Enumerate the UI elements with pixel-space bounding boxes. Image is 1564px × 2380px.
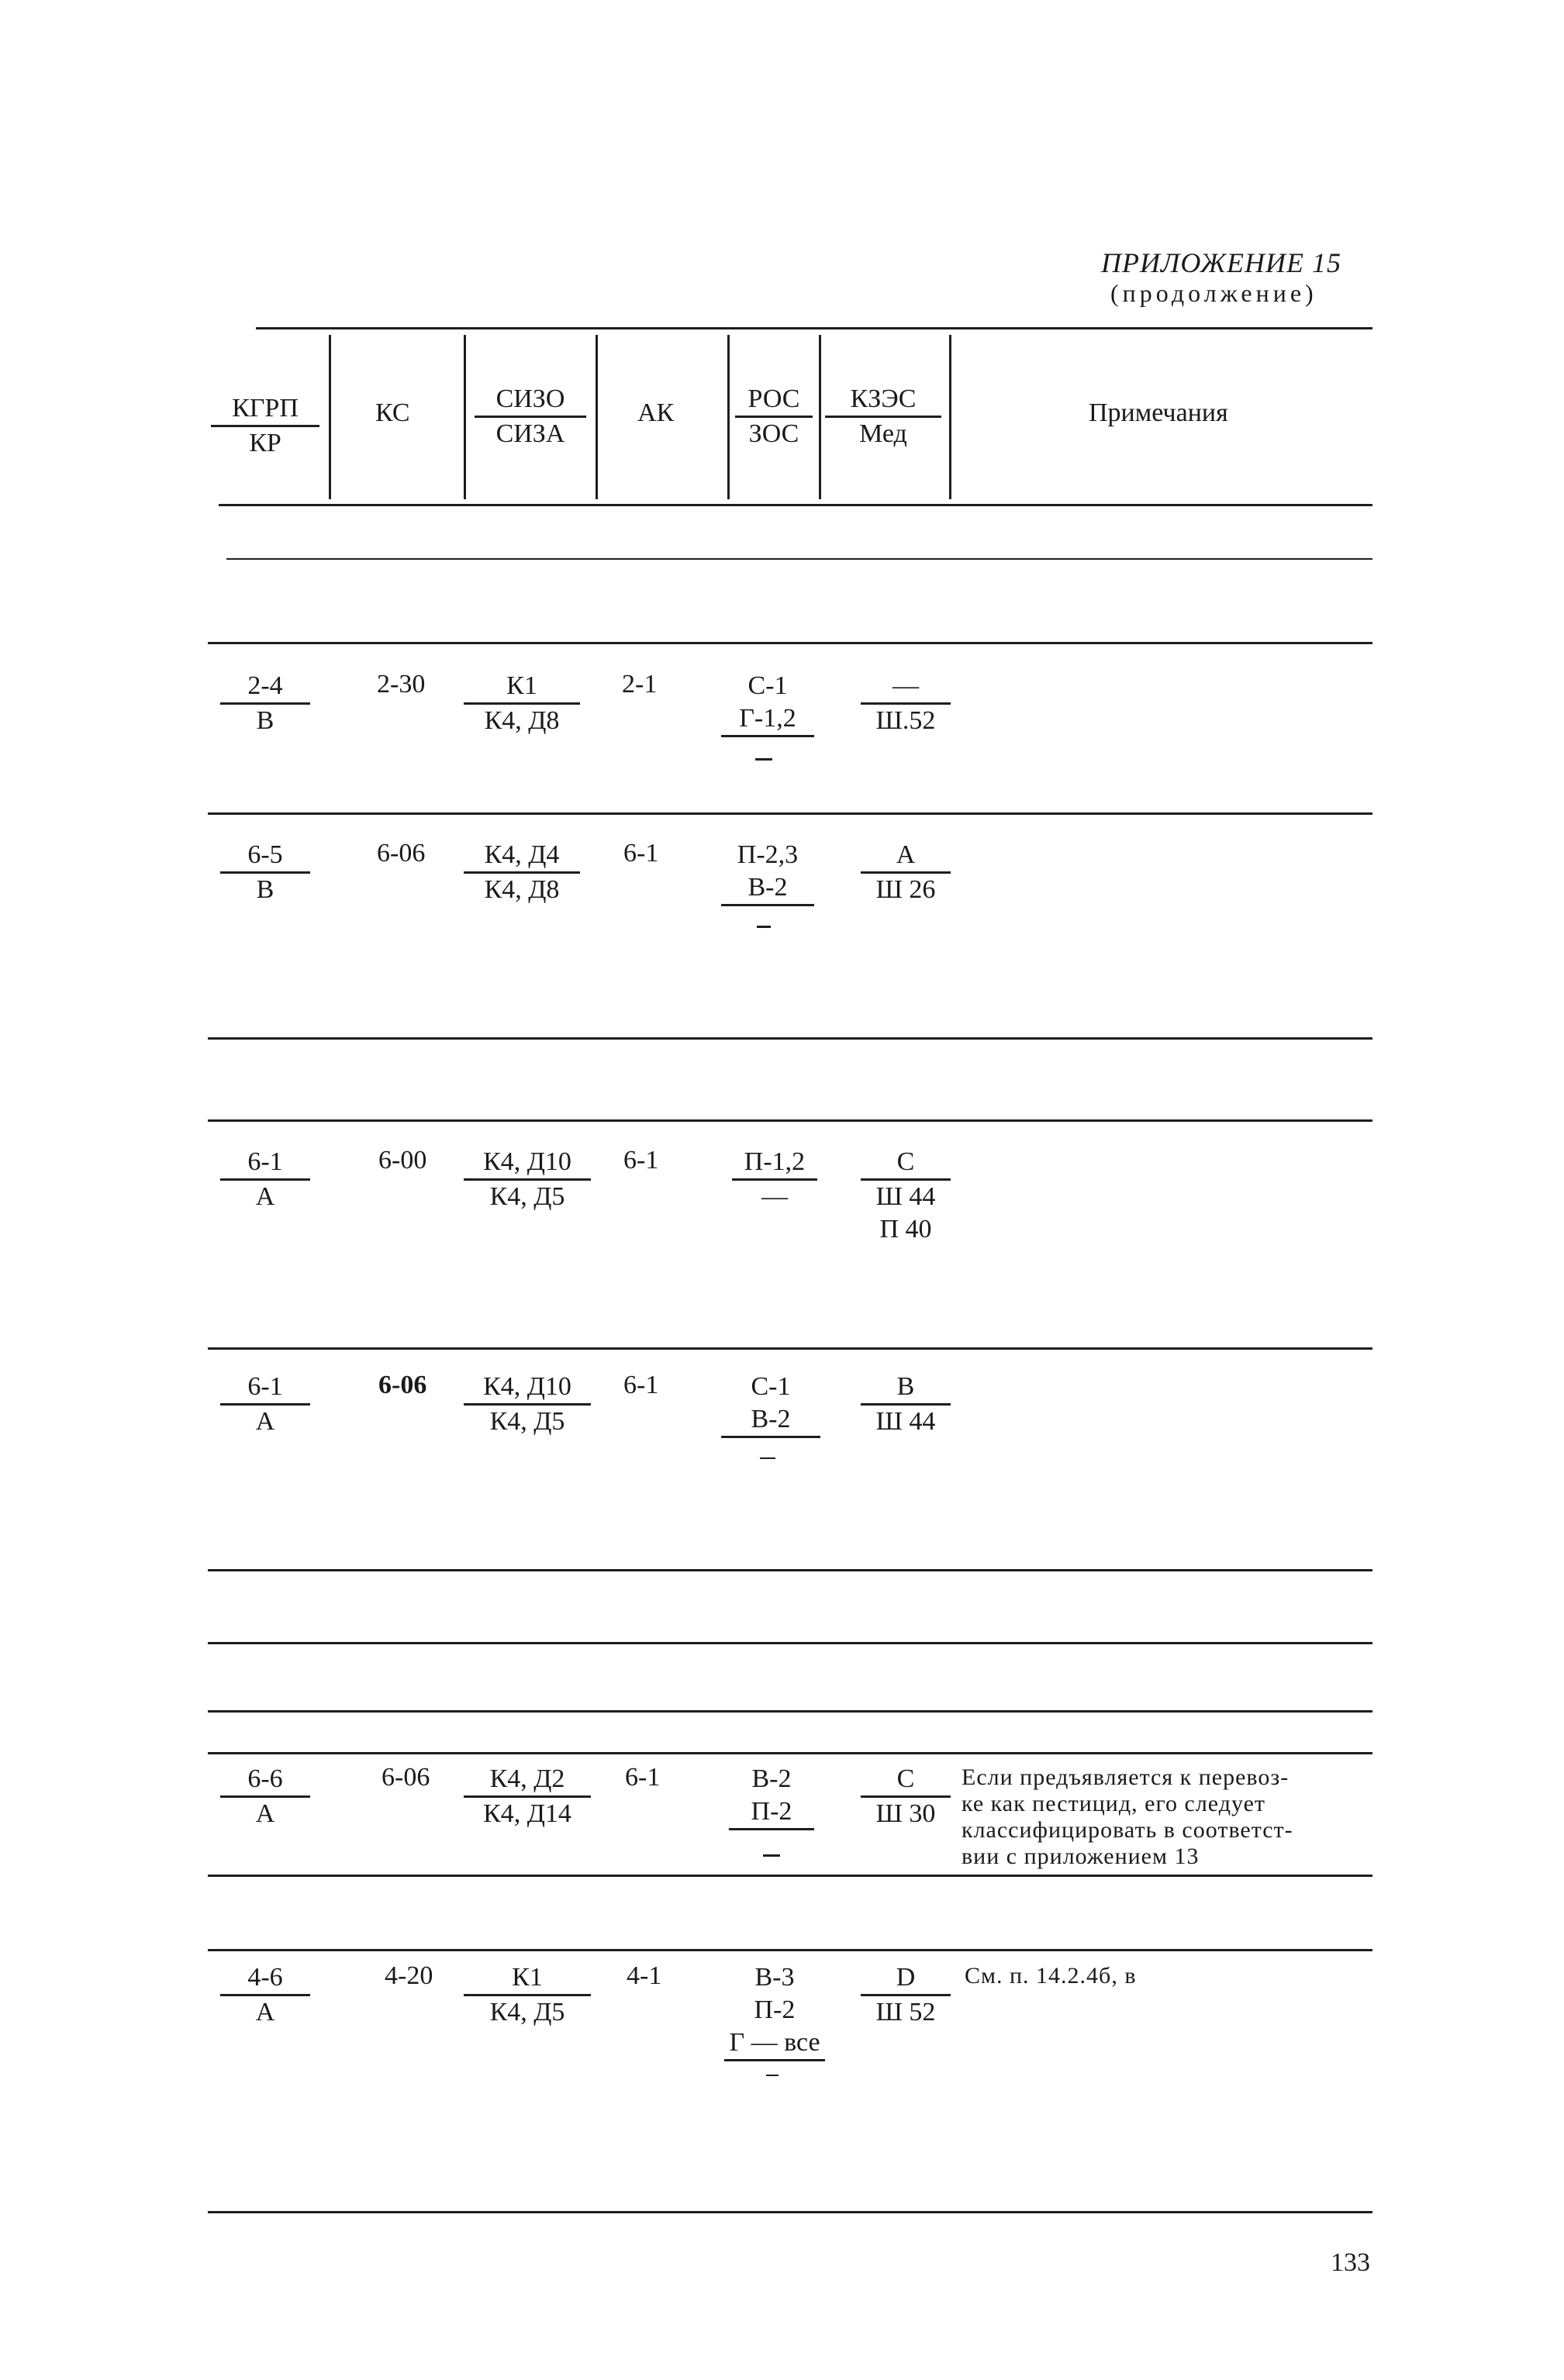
row-2-ros (721, 839, 814, 906)
row-5-ak: 6-1 (625, 1763, 661, 1792)
separator-rule (208, 1569, 1372, 1571)
row-2-ros-dash (757, 926, 771, 928)
row-1-ak: 2-1 (622, 670, 658, 698)
row-3-kzes (861, 1146, 951, 1246)
separator-rule (208, 1119, 1372, 1122)
row-4-kzes-bottom: Ш 44 (875, 1407, 936, 1436)
separator-rule (208, 1642, 1372, 1644)
row-4-krp-top: 6-1 (220, 1371, 310, 1406)
header-sizo-top: СИЗО (475, 383, 586, 418)
row-2-ks: 6-06 (377, 839, 426, 867)
row-5-krp-top: 6-6 (220, 1763, 310, 1798)
row-5-ks: 6-06 (382, 1763, 430, 1792)
row-6-ros (724, 1961, 825, 2061)
row-1-kzes-top: — (861, 670, 951, 705)
row-2-kzes-bottom: Ш 26 (875, 875, 936, 904)
row-3-kzes-extra: П 40 (879, 1215, 932, 1243)
header-notes: Примечания (1089, 398, 1228, 427)
row-1-kzes (861, 670, 951, 737)
row-1-krp (220, 670, 310, 737)
separator-rule (208, 812, 1372, 815)
row-5-kzes-bottom: Ш 30 (875, 1799, 936, 1828)
row-2-sizo (464, 839, 580, 906)
column-divider (727, 335, 730, 499)
header-ros-top: РОС (735, 383, 813, 418)
row-4-sizo (464, 1371, 591, 1438)
appendix-subtitle: (продолжение) (1110, 279, 1317, 307)
column-divider (329, 335, 331, 499)
row-6-kzes-top: D (861, 1961, 951, 1996)
page-number: 133 (1331, 2248, 1370, 2277)
row-3-ks: 6-00 (378, 1146, 427, 1174)
row-2-sizo-bottom: К4, Д8 (484, 875, 560, 904)
row-5-note (962, 1764, 1372, 1870)
row-4-sizo-top: К4, Д10 (464, 1371, 591, 1406)
row-4-ks: 6-06 (378, 1371, 427, 1399)
row-3-krp-top: 6-1 (220, 1146, 310, 1181)
row-1-kzes-bottom: Ш.52 (875, 706, 936, 735)
row-5-kzes (861, 1763, 951, 1830)
row-4-kzes-top: В (861, 1371, 951, 1406)
row-6-ak: 4-1 (627, 1961, 662, 1990)
separator-rule (226, 558, 1372, 560)
row-4-sizo-bottom: К4, Д5 (489, 1407, 565, 1436)
row-2-krp (220, 839, 310, 906)
header-ks: КС (375, 398, 410, 427)
row-5-sizo-top: К4, Д2 (464, 1763, 591, 1798)
row-2-kzes-top: А (861, 839, 951, 874)
row-4-ros-top: С-1 (751, 1372, 791, 1401)
row-1-ros (721, 670, 814, 737)
row-3-ros-bottom: — (761, 1182, 788, 1211)
row-3-krp (220, 1146, 310, 1213)
row-3-sizo-top: К4, Д10 (464, 1146, 591, 1181)
column-divider (949, 335, 951, 499)
header-krp-top: КГРП (211, 392, 319, 427)
header-sizo-bottom: СИЗА (495, 419, 565, 448)
table-header-bottom-rule (219, 504, 1372, 506)
row-3-sizo (464, 1146, 591, 1213)
separator-rule (208, 1949, 1372, 1951)
row-5-krp-bottom: А (255, 1799, 275, 1828)
row-6-sizo-bottom: К4, Д5 (489, 1998, 565, 2026)
row-1-sizo-top: К1 (464, 670, 580, 705)
column-divider (464, 335, 466, 499)
row-2-ros-top: П-2,3 (737, 840, 799, 869)
header-ros (735, 383, 813, 450)
row-4-krp (220, 1371, 310, 1438)
row-4-kzes (861, 1371, 951, 1438)
row-2-kzes (861, 839, 951, 906)
row-4-krp-bottom: А (255, 1407, 275, 1436)
row-5-ros-dash (763, 1854, 780, 1857)
row-5-note-line: Если предъявляется к перевоз- (962, 1764, 1290, 1790)
row-5-sizo-bottom: К4, Д14 (483, 1799, 571, 1828)
separator-rule (208, 2211, 1372, 2213)
header-kzes (825, 383, 941, 450)
separator-rule (208, 1752, 1372, 1754)
row-6-ros-extra: Г — все (724, 2026, 825, 2061)
row-4-ros-dash (760, 1457, 775, 1459)
row-5-krp (220, 1763, 310, 1830)
row-1-ros-top: С-1 (747, 671, 788, 700)
row-6-sizo-top: К1 (464, 1961, 591, 1996)
header-kzes-bottom: Мед (859, 419, 907, 448)
row-5-ros-bottom: П-2 (729, 1795, 814, 1830)
row-2-ak: 6-1 (623, 839, 659, 867)
row-3-sizo-bottom: К4, Д5 (489, 1182, 565, 1211)
row-5-sizo (464, 1763, 591, 1830)
row-5-kzes-top: С (861, 1763, 951, 1798)
row-6-kzes-bottom: Ш 52 (875, 1998, 936, 2026)
row-1-ros-dash (755, 758, 772, 761)
row-2-sizo-top: К4, Д4 (464, 839, 580, 874)
row-3-krp-bottom: А (255, 1182, 275, 1211)
header-kzes-top: КЗЭС (825, 383, 941, 418)
row-1-krp-top: 2-4 (220, 670, 310, 705)
separator-rule (208, 1037, 1372, 1040)
appendix-title: ПРИЛОЖЕНИЕ 15 (1101, 247, 1341, 278)
row-5-ros (729, 1763, 814, 1830)
row-3-ak: 6-1 (623, 1146, 659, 1174)
row-4-ros-bottom: В-2 (721, 1403, 820, 1438)
row-6-ros-top: В-3 (754, 1963, 795, 1992)
row-3-kzes-bottom: Ш 44 (875, 1182, 936, 1211)
row-6-kzes (861, 1961, 951, 2029)
separator-rule (208, 1875, 1372, 1877)
row-5-note-line: ке как пестицид, его следует (962, 1791, 1265, 1816)
row-2-krp-bottom: В (256, 875, 274, 904)
row-4-ak: 6-1 (623, 1371, 659, 1399)
header-ros-bottom: ЗОС (748, 419, 799, 448)
row-1-sizo-bottom: К4, Д8 (484, 706, 560, 735)
row-6-sizo (464, 1961, 591, 2029)
row-2-ros-bottom: В-2 (721, 871, 814, 906)
row-1-ros-bottom: Г-1,2 (721, 702, 814, 737)
row-1-sizo (464, 670, 580, 737)
column-divider (596, 335, 598, 499)
row-6-krp-bottom: А (255, 1998, 275, 2026)
separator-rule (208, 1347, 1372, 1350)
header-sizo (475, 383, 586, 450)
row-1-krp-bottom: В (256, 706, 274, 735)
row-6-ros-dash (766, 2075, 779, 2076)
header-krp (211, 392, 319, 460)
row-6-ks: 4-20 (385, 1961, 433, 1990)
row-2-krp-top: 6-5 (220, 839, 310, 874)
header-ak: АК (637, 398, 675, 427)
row-6-krp (220, 1961, 310, 2029)
row-3-ros (732, 1146, 817, 1213)
separator-rule (208, 1710, 1372, 1713)
row-6-krp-top: 4-6 (220, 1961, 310, 1996)
row-5-note-line: вии с приложением 13 (962, 1844, 1200, 1869)
row-3-kzes-top: С (861, 1146, 951, 1181)
separator-rule (208, 642, 1372, 644)
row-4-ros (721, 1371, 820, 1438)
row-6-ros-bottom: П-2 (754, 1995, 796, 2024)
table-top-rule (256, 327, 1372, 329)
row-5-ros-top: В-2 (751, 1764, 792, 1793)
row-3-ros-top: П-1,2 (732, 1146, 817, 1181)
row-6-note: См. п. 14.2.4б, в (965, 1963, 1137, 1989)
column-divider (819, 335, 821, 499)
row-5-note-line: классифицировать в соответст- (962, 1817, 1293, 1843)
row-1-ks: 2-30 (377, 670, 426, 698)
header-krp-bottom: КР (249, 429, 281, 457)
